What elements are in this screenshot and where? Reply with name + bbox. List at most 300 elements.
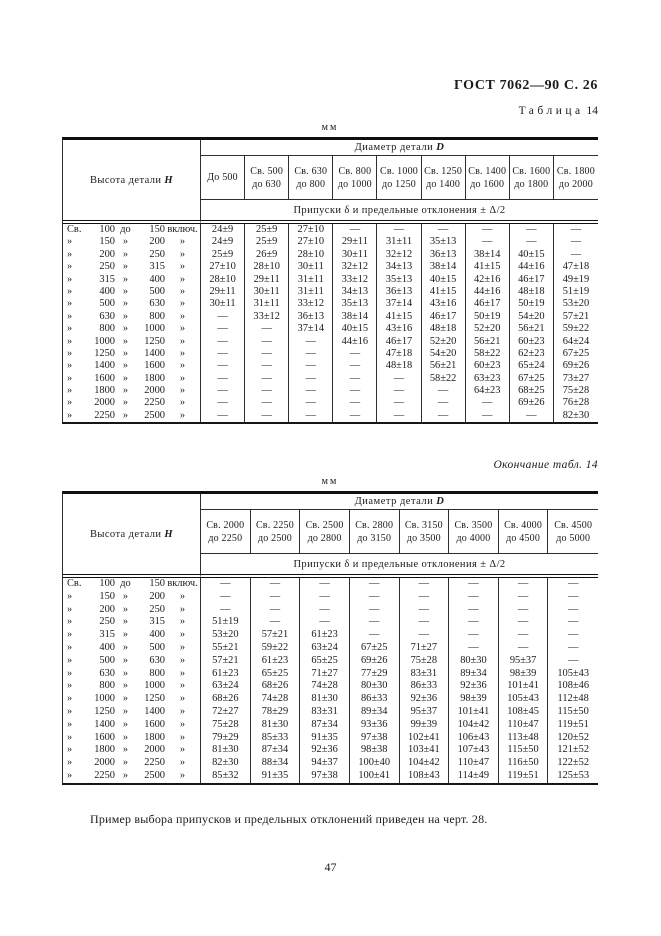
tolerance-value-cell: 35±13 [333, 298, 377, 310]
tolerance-value-cell: 108±43 [400, 770, 450, 783]
tolerance-value-cell: — [245, 348, 289, 360]
tolerance-value-cell: 115±50 [499, 744, 549, 757]
height-range-label: » 2000 » 2250 » [63, 757, 201, 770]
tolerance-value-cell: 48±18 [510, 286, 554, 298]
height-range-label: » 315 » 400 » [63, 274, 201, 286]
tolerance-value-cell: 61±23 [251, 655, 301, 668]
tolerance-value-cell: — [251, 604, 301, 617]
tolerance-value-cell: 57±21 [562, 310, 590, 322]
height-range-label: » 1000 » 1250 » [63, 693, 201, 706]
tolerance-value-cell: 53±20 [201, 629, 251, 642]
tolerance-value-cell: 89±34 [449, 668, 499, 681]
allowance-header: Припуски δ и предельные отклонения ± Δ/2 [201, 200, 598, 224]
units-label: мм [321, 476, 339, 487]
tolerance-value-cell: 31±11 [289, 286, 333, 298]
tolerance-value-cell: 41±15 [466, 261, 510, 273]
tolerance-value-cell: 41±15 [377, 311, 421, 323]
tolerance-value-cell: 105±43 [557, 667, 590, 679]
tolerance-value-cell: — [570, 236, 582, 248]
tolerance-value-cell: 56±21 [422, 360, 466, 372]
diameter-range-header: Св. 3150 до 3500 [400, 510, 450, 554]
tolerance-value-cell: 69±26 [562, 360, 590, 372]
table-14-continuation-section [62, 458, 598, 785]
table-caption [62, 104, 598, 121]
tolerance-value-cell: 36±13 [377, 286, 421, 298]
height-range-label: » 200 » 250 » [63, 604, 201, 617]
tolerance-value-cell: 77±29 [350, 668, 400, 681]
tolerance-value-cell: 30±11 [245, 286, 289, 298]
tolerance-value-cell: 44±16 [466, 286, 510, 298]
height-range-label: » 1800 » 2000 » [63, 385, 201, 397]
tolerance-value-cell: 61±23 [300, 629, 350, 642]
tolerance-value-cell: 69±26 [350, 655, 400, 668]
tolerance-value-cell: — [466, 236, 510, 248]
tolerance-value-cell: 79±29 [201, 732, 251, 745]
tolerance-value-cell: 47±18 [377, 348, 421, 360]
tolerance-value-cell: 91±35 [300, 732, 350, 745]
tolerance-value-cell: — [449, 642, 499, 655]
tolerance-value-cell: 89±34 [350, 706, 400, 719]
tolerance-value-cell: — [333, 224, 377, 236]
tolerance-value-cell: 99±39 [400, 719, 450, 732]
tolerance-value-cell: 63±23 [466, 373, 510, 385]
tolerance-value-cell: — [567, 590, 579, 602]
tolerance-value-cell: 121±52 [557, 744, 590, 756]
tolerance-value-cell: 92±36 [449, 680, 499, 693]
tolerance-value-cell: — [251, 616, 301, 629]
tolerance-value-cell: 108±45 [499, 706, 549, 719]
allowance-header: Припуски δ и предельные отклонения ± Δ/2 [201, 554, 598, 578]
diameter-range-header: Св. 2500 до 2800 [300, 510, 350, 554]
tolerance-value-cell: 34±13 [333, 286, 377, 298]
tolerance-value-cell: 65±24 [510, 360, 554, 372]
tolerance-value-cell: 40±15 [422, 274, 466, 286]
tolerance-value-cell: 48±18 [377, 360, 421, 372]
height-range-label: » 250 » 315 » [63, 261, 201, 273]
tolerance-value-cell: 78±29 [251, 706, 301, 719]
tolerance-value-cell: 104±42 [449, 719, 499, 732]
tolerance-value-cell: 88±34 [251, 757, 301, 770]
tolerance-value-cell: 82±30 [201, 757, 251, 770]
tolerance-value-cell: 31±11 [377, 236, 421, 248]
tolerance-value-cell: — [333, 410, 377, 422]
tolerance-value-cell: 34±13 [377, 261, 421, 273]
tolerance-value-cell: 57±21 [251, 629, 301, 642]
tolerance-value-cell: 27±10 [289, 236, 333, 248]
tolerance-value-cell: 24±9 [201, 224, 245, 236]
tolerance-value-cell: — [289, 385, 333, 397]
tolerance-value-cell: — [251, 578, 301, 591]
diameter-range-header: Св. 3500 до 4000 [449, 510, 499, 554]
diameter-range-header: Св. 1800 до 2000 [554, 156, 598, 200]
tolerance-value-cell: 52±20 [422, 336, 466, 348]
tolerance-value-cell: — [499, 642, 549, 655]
tolerance-value-cell: 30±11 [201, 298, 245, 310]
tolerance-value-cell: — [245, 410, 289, 422]
tolerance-value-cell: 59±22 [251, 642, 301, 655]
tolerance-value-cell: 75±28 [562, 385, 590, 397]
tolerance-value-cell: 98±39 [449, 693, 499, 706]
tolerance-value-cell: — [289, 397, 333, 409]
height-range-label: » 630 » 800 » [63, 311, 201, 323]
tolerance-value-cell: 25±9 [245, 224, 289, 236]
tolerance-value-cell: 32±12 [377, 249, 421, 261]
tolerance-value-cell: 120±52 [557, 731, 590, 743]
tolerance-value-cell: — [289, 348, 333, 360]
tolerance-value-cell: 94±37 [300, 757, 350, 770]
tolerance-value-cell: — [333, 373, 377, 385]
tolerance-value-cell: — [333, 397, 377, 409]
tolerance-value-cell: 41±15 [422, 286, 466, 298]
tolerance-value-cell: 119±51 [557, 718, 589, 730]
tolerance-value-cell: 37±14 [289, 323, 333, 335]
tolerance-value-cell: — [201, 323, 245, 335]
tolerance-value-cell: 29±11 [201, 286, 245, 298]
tolerance-value-cell: 98±39 [499, 668, 549, 681]
tolerance-value-cell: — [201, 410, 245, 422]
tolerance-value-cell: — [245, 385, 289, 397]
height-range-label: » 500 » 630 » [63, 298, 201, 310]
height-range-label: » 400 » 500 » [63, 642, 201, 655]
tolerance-value-cell: 69±26 [510, 397, 554, 409]
tolerance-value-cell: 40±15 [510, 249, 554, 261]
tolerance-value-cell: — [333, 385, 377, 397]
tolerance-value-cell: — [422, 410, 466, 422]
height-range-label: Св. 100 до 150 включ. [63, 224, 201, 236]
tolerance-value-cell: 59±22 [562, 323, 590, 335]
tolerance-value-cell: 30±11 [289, 261, 333, 273]
tolerance-value-cell: 108±46 [557, 680, 590, 692]
height-range-label: » 2000 » 2250 » [63, 397, 201, 409]
height-range-label: » 2250 » 2500 » [63, 410, 201, 422]
tolerance-value-cell: — [377, 224, 421, 236]
tolerance-value-cell: 33±12 [245, 311, 289, 323]
tolerance-value-cell: — [510, 410, 554, 422]
tolerance-value-cell: 74±28 [251, 693, 301, 706]
tolerance-value-cell: — [466, 397, 510, 409]
diameter-group-header: Диаметр детали D [201, 494, 598, 510]
tolerance-value-cell: — [245, 323, 289, 335]
tolerance-value-cell: — [350, 578, 400, 591]
tolerance-value-cell: 54±20 [510, 311, 554, 323]
tolerance-value-cell: 68±25 [510, 385, 554, 397]
tolerance-value-cell: — [201, 591, 251, 604]
tolerance-value-cell: 74±28 [300, 680, 350, 693]
tolerance-value-cell: — [466, 224, 510, 236]
tolerance-value-cell: 110±47 [499, 719, 549, 732]
tolerance-value-cell: — [449, 578, 499, 591]
tolerance-value-cell: 62±23 [510, 348, 554, 360]
tolerance-value-cell: 28±10 [289, 249, 333, 261]
tolerance-value-cell: 105±43 [499, 693, 549, 706]
tolerance-value-cell: 61±23 [201, 668, 251, 681]
tolerance-value-cell: 60±23 [510, 336, 554, 348]
tolerance-value-cell: — [567, 629, 579, 641]
tolerance-value-cell: 80±30 [449, 655, 499, 668]
height-range-label: » 150 » 200 » [63, 236, 201, 248]
height-range-label: » 1800 » 2000 » [63, 744, 201, 757]
tolerance-value-cell: — [245, 336, 289, 348]
height-range-label: » 315 » 400 » [63, 629, 201, 642]
tolerance-value-cell: 37±14 [377, 298, 421, 310]
height-range-label: » 200 » 250 » [63, 249, 201, 261]
tolerance-value-cell: 67±25 [562, 347, 590, 359]
tolerance-value-cell: — [449, 616, 499, 629]
tolerance-value-cell: 46±17 [466, 298, 510, 310]
diameter-group-header: Диаметр детали D [201, 140, 598, 156]
tolerance-value-cell: 47±18 [562, 261, 590, 273]
height-range-label: » 400 » 500 » [63, 286, 201, 298]
tolerance-value-cell: 72±27 [201, 706, 251, 719]
diameter-range-header: Св. 2000 до 2250 [201, 510, 251, 554]
height-range-label: Св. 100 до 150 включ. [63, 578, 201, 591]
tolerance-value-cell: — [300, 578, 350, 591]
tolerance-value-cell: — [350, 591, 400, 604]
tolerance-value-cell: 87±34 [251, 744, 301, 757]
diameter-range-header: До 500 [201, 156, 245, 200]
tolerance-value-cell: 52±20 [466, 323, 510, 335]
tolerance-value-cell: — [567, 578, 579, 589]
tolerance-value-cell: — [245, 373, 289, 385]
tolerance-value-cell: 57±21 [201, 655, 251, 668]
diameter-range-header: Св. 500 до 630 [245, 156, 289, 200]
tolerance-value-cell: — [377, 410, 421, 422]
tolerance-value-cell: 27±10 [289, 224, 333, 236]
tolerance-value-cell: 86±33 [400, 680, 450, 693]
tolerance-value-cell: 65±25 [300, 655, 350, 668]
tolerance-value-cell: — [449, 591, 499, 604]
tolerance-value-cell: 81±30 [300, 693, 350, 706]
tolerance-value-cell: 87±34 [300, 719, 350, 732]
diameter-range-header: Св. 1400 до 1600 [466, 156, 510, 200]
tolerance-value-cell: — [570, 224, 582, 235]
tolerance-value-cell: — [201, 578, 251, 591]
page-number: 47 [324, 860, 337, 874]
tolerance-value-cell: — [400, 616, 450, 629]
tolerance-value-cell: 31±11 [289, 274, 333, 286]
tolerance-value-cell: — [400, 604, 450, 617]
tolerance-value-cell: 44±16 [510, 261, 554, 273]
tolerance-value-cell: 28±10 [201, 274, 245, 286]
height-range-label: » 800 » 1000 » [63, 323, 201, 335]
height-range-label: » 500 » 630 » [63, 655, 201, 668]
tolerance-value-cell: 100±40 [350, 757, 400, 770]
units-label: мм [321, 122, 339, 133]
tolerance-value-cell: 71±27 [300, 668, 350, 681]
tolerance-value-cell: 55±21 [201, 642, 251, 655]
tolerance-value-cell: 104±42 [400, 757, 450, 770]
tolerance-table-part-2 [62, 491, 598, 785]
height-range-label: » 1600 » 1800 » [63, 732, 201, 745]
tolerance-value-cell: 36±13 [422, 249, 466, 261]
tolerance-value-cell: — [201, 336, 245, 348]
tolerance-value-cell: — [245, 397, 289, 409]
height-range-label: » 2250 » 2500 » [63, 770, 201, 783]
tolerance-value-cell: 53±20 [562, 298, 590, 310]
tolerance-value-cell: 49±19 [562, 273, 590, 285]
tolerance-value-cell: 46±17 [510, 274, 554, 286]
table-caption-number: 14 [586, 105, 598, 117]
tolerance-value-cell: 65±25 [251, 668, 301, 681]
tolerance-value-cell: 68±26 [201, 693, 251, 706]
tolerance-value-cell: 64±23 [466, 385, 510, 397]
tolerance-value-cell: 75±28 [201, 719, 251, 732]
tolerance-value-cell: 107±43 [449, 744, 499, 757]
tolerance-value-cell: 92±36 [300, 744, 350, 757]
tolerance-value-cell: — [201, 604, 251, 617]
tolerance-value-cell: 101±41 [449, 706, 499, 719]
tolerance-value-cell: 35±13 [377, 274, 421, 286]
tolerance-value-cell: 24±9 [201, 236, 245, 248]
tolerance-value-cell: 43±16 [422, 298, 466, 310]
tolerance-value-cell: 115±50 [557, 705, 589, 717]
height-column-header: Высота детали Н [63, 494, 201, 578]
tolerance-value-cell: 63±24 [201, 680, 251, 693]
tolerance-value-cell: 73±27 [562, 372, 590, 384]
tolerance-value-cell: 35±13 [422, 236, 466, 248]
tolerance-value-cell: 33±12 [289, 298, 333, 310]
tolerance-value-cell: 38±14 [466, 249, 510, 261]
tolerance-value-cell: 58±22 [422, 373, 466, 385]
tolerance-value-cell: — [201, 360, 245, 372]
height-range-label: » 1400 » 1600 » [63, 360, 201, 372]
tolerance-value-cell: 63±24 [300, 642, 350, 655]
tolerance-value-cell: 56±21 [466, 336, 510, 348]
tolerance-value-cell: 81±30 [251, 719, 301, 732]
diameter-range-header: Св. 1600 до 1800 [510, 156, 554, 200]
tolerance-value-cell: — [499, 578, 549, 591]
tolerance-value-cell: 81±30 [201, 744, 251, 757]
height-range-label: » 250 » 315 » [63, 616, 201, 629]
tolerance-value-cell: 106±43 [449, 732, 499, 745]
table-continuation-caption: Окончание табл. 14 [493, 459, 598, 471]
tolerance-value-cell: 100±41 [350, 770, 400, 783]
tolerance-value-cell: — [350, 604, 400, 617]
tolerance-value-cell: 29±11 [333, 236, 377, 248]
table-14-section [62, 104, 598, 424]
tolerance-value-cell: 102±41 [400, 732, 450, 745]
height-range-label: » 150 » 200 » [63, 591, 201, 604]
tolerance-value-cell: — [449, 604, 499, 617]
tolerance-value-cell: 54±20 [422, 348, 466, 360]
tolerance-value-cell: 119±51 [499, 770, 549, 783]
height-range-label: » 1250 » 1400 » [63, 348, 201, 360]
tolerance-value-cell: 27±10 [201, 261, 245, 273]
diameter-range-header: Св. 4500 до 5000 [548, 510, 598, 554]
tolerance-value-cell: 42±16 [466, 274, 510, 286]
tolerance-value-cell: — [300, 591, 350, 604]
tolerance-value-cell: 46±17 [422, 311, 466, 323]
tolerance-value-cell: 76±28 [562, 397, 590, 409]
tolerance-value-cell: 46±17 [377, 336, 421, 348]
tolerance-value-cell: 85±32 [201, 770, 251, 783]
tolerance-value-cell: 51±19 [201, 616, 251, 629]
tolerance-value-cell: 40±15 [333, 323, 377, 335]
tolerance-value-cell: — [510, 236, 554, 248]
tolerance-value-cell: — [567, 641, 579, 653]
tolerance-value-cell: 97±38 [300, 770, 350, 783]
tolerance-value-cell: — [333, 360, 377, 372]
tolerance-value-cell: 50±19 [466, 311, 510, 323]
tolerance-value-cell: 43±16 [377, 323, 421, 335]
tolerance-value-cell: 71±27 [400, 642, 450, 655]
tolerance-value-cell: 83±31 [400, 668, 450, 681]
tolerance-value-cell: 93±36 [350, 719, 400, 732]
tolerance-value-cell: — [400, 629, 450, 642]
tolerance-value-cell: 51±19 [562, 285, 590, 297]
tolerance-value-cell: — [377, 385, 421, 397]
tolerance-value-cell: — [377, 373, 421, 385]
tolerance-value-cell: 26±9 [245, 249, 289, 261]
tolerance-value-cell: 114±49 [449, 770, 499, 783]
tolerance-value-cell: — [201, 348, 245, 360]
tolerance-value-cell: 56±21 [510, 323, 554, 335]
height-range-label: » 630 » 800 » [63, 668, 201, 681]
height-range-label: » 1000 » 1250 » [63, 336, 201, 348]
tolerance-value-cell: — [350, 629, 400, 642]
tolerance-value-cell: 75±28 [400, 655, 450, 668]
tolerance-value-cell: 36±13 [289, 311, 333, 323]
tolerance-value-cell: 95±37 [499, 655, 549, 668]
tolerance-value-cell: 86±33 [350, 693, 400, 706]
tolerance-value-cell: 95±37 [400, 706, 450, 719]
tolerance-value-cell: — [499, 616, 549, 629]
tolerance-value-cell: — [201, 311, 245, 323]
height-range-label: » 1250 » 1400 » [63, 706, 201, 719]
tolerance-value-cell: — [567, 603, 579, 615]
tolerance-value-cell: 122±52 [557, 757, 590, 769]
tolerance-value-cell: — [201, 373, 245, 385]
tolerance-value-cell: — [300, 616, 350, 629]
tolerance-value-cell: — [201, 397, 245, 409]
tolerance-value-cell: — [400, 591, 450, 604]
tolerance-value-cell: 38±14 [422, 261, 466, 273]
tolerance-value-cell: 48±18 [422, 323, 466, 335]
footer-note: Пример выбора припусков и предельных отклонений приведен на черт. 28. [90, 812, 488, 826]
tolerance-value-cell: 30±11 [333, 249, 377, 261]
tolerance-value-cell: 103±41 [400, 744, 450, 757]
tolerance-value-cell: 25±9 [201, 249, 245, 261]
tolerance-value-cell: 68±26 [251, 680, 301, 693]
tolerance-value-cell: 97±38 [350, 732, 400, 745]
tolerance-value-cell: — [289, 410, 333, 422]
tolerance-value-cell: — [245, 360, 289, 372]
tolerance-value-cell: 67±25 [350, 642, 400, 655]
tolerance-value-cell: — [422, 397, 466, 409]
tolerance-value-cell: 31±11 [245, 298, 289, 310]
tolerance-value-cell: — [289, 373, 333, 385]
tolerance-value-cell: — [289, 360, 333, 372]
tolerance-value-cell: 50±19 [510, 298, 554, 310]
tolerance-value-cell: 98±38 [350, 744, 400, 757]
tolerance-value-cell: — [499, 604, 549, 617]
tolerance-value-cell: 25±9 [245, 236, 289, 248]
tolerance-value-cell: 113±48 [499, 732, 549, 745]
tolerance-value-cell: — [350, 616, 400, 629]
diameter-range-header: Св. 1000 до 1250 [377, 156, 421, 200]
tolerance-value-cell: 110±47 [449, 757, 499, 770]
tolerance-value-cell: — [499, 629, 549, 642]
tolerance-value-cell: — [300, 604, 350, 617]
tolerance-value-cell: 82±30 [562, 409, 590, 421]
diameter-range-header: Св. 800 до 1000 [333, 156, 377, 200]
tolerance-value-cell: — [466, 410, 510, 422]
tolerance-value-cell: — [400, 578, 450, 591]
tolerance-value-cell: 44±16 [333, 336, 377, 348]
diameter-range-header: Св. 2250 до 2500 [251, 510, 301, 554]
tolerance-table-part-1 [62, 137, 598, 424]
tolerance-value-cell: — [289, 336, 333, 348]
